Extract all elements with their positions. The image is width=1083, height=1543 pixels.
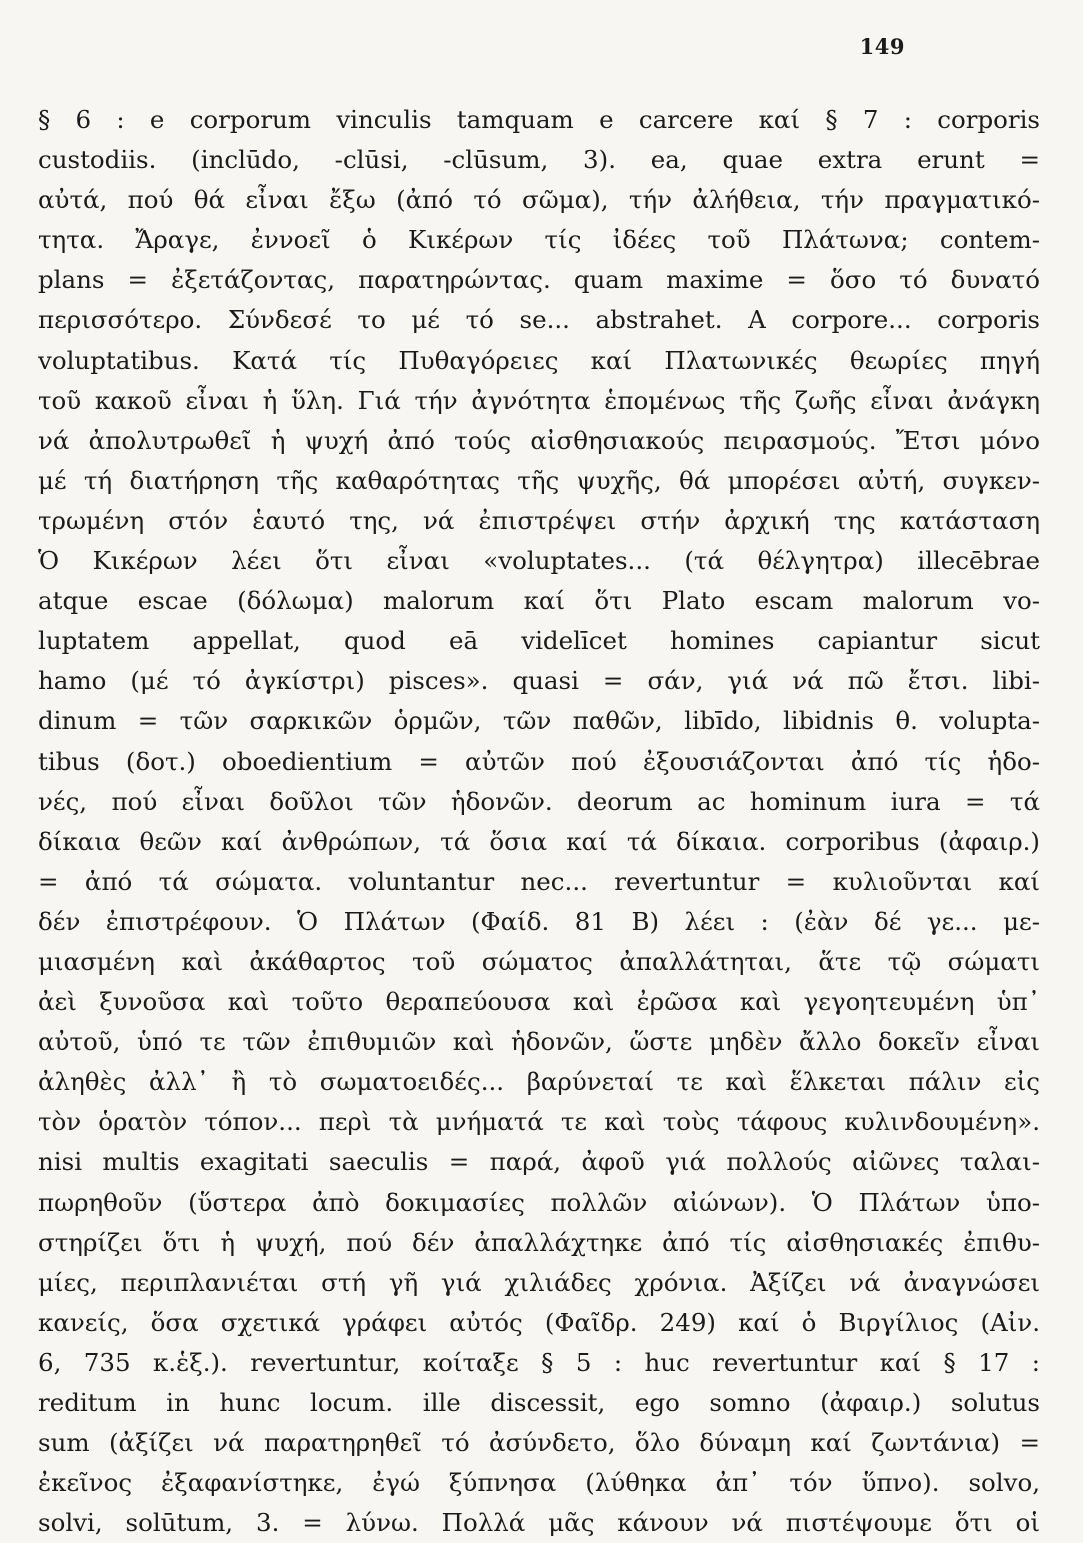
text-line: στηρίζει ὅτι ἡ ψυχή, πού δέν ἀπαλλάχτηκε ἀπό τίς αἰσθησιακές ἐπιθυ- [38, 1227, 1040, 1257]
text-line: δίκαια θεῶν καί ἀνθρώπων, τά ὅσια καί τά δίκαια. corporibus (ἀφαιρ.) [38, 826, 1040, 856]
text-line: reditum in hunc locum. ille discessit, ego somno (ἀφαιρ.) solutus [38, 1388, 1040, 1417]
text-line: ἀληθὲς ἀλλ᾽ ἢ τὸ σωματοειδές... βαρύνεταί τε καὶ ἕλκεται πάλιν εἰς [38, 1067, 1040, 1097]
text-line: τοῦ κακοῦ εἶναι ἡ ὕλη. Γιά τήν ἀγνότητα ἑπομένως τῆς ζωῆς εἶναι ἀνάγκη [38, 385, 1040, 415]
text-line: τὸν ὁρατὸν τόπον... περὶ τὰ μνήματά τε καὶ τοὺς τάφους κυλινδουμένη». [38, 1107, 1040, 1137]
text-line: nisi multis exagitati saeculis = παρά, ἀφοῦ γιά πολλούς αἰῶνες ταλαι- [38, 1147, 1040, 1177]
text-line: dinum = τῶν σαρκικῶν ὁρμῶν, τῶν παθῶν, libīdo, libidnis θ. volupta- [38, 706, 1040, 736]
text-line: solvi, solūtum, 3. = λύνω. Πολλά μᾶς κάνουν νά πιστέψουμε ὅτι οἱ [38, 1508, 1040, 1538]
text-line: μέ τή διατήρηση τῆς καθαρότητας τῆς ψυχῆς, θά μπορέσει αὐτή, συγκεν- [38, 465, 1040, 495]
text-line: plans = ἐξετάζοντας, παρατηρώντας. quam maxime = ὅσο τό δυνατό [38, 265, 1040, 295]
text-line: νές, πού εἶναι δοῦλοι τῶν ἡδονῶν. deorum ac hominum iura = τά [38, 786, 1040, 816]
text-line: custodiis. (inclūdo, -clūsi, -clūsum, 3). ea, quae extra erunt = [38, 145, 1040, 175]
text-line: τρωμένη στόν ἑαυτό της, νά ἐπιστρέψει στήν ἀρχική της κατάσταση [38, 505, 1040, 535]
text-line: περισσότερο. Σύνδεσέ το μέ τό se... abstrahet. A corpore... corporis [38, 305, 1040, 335]
text-line: sum (ἀξίζει νά παρατηρηθεῖ τό ἀσύνδετο, ὅλο δύναμη καί ζωντάνια) = [38, 1428, 1040, 1458]
text-line: Ὁ Κικέρων λέει ὅτι εἶναι «voluptates... (τά θέλγητρα) illecēbrae [38, 546, 1040, 576]
text-line: § 6 : e corporum vinculis tamquam e carcere καί § 7 : corporis [38, 105, 1040, 134]
text-line: hamo (μέ τό ἀγκίστρι) pisces». quasi = σάν, γιά νά πῶ ἔτσι. libi- [38, 666, 1040, 696]
text-line: 6, 735 κ.ἑξ.). revertuntur, κοίταξε § 5 : huc revertuntur καί § 17 : [38, 1347, 1040, 1377]
text-line: δέν ἐπιστρέφουν. Ὁ Πλάτων (Φαίδ. 81 Β) λέει : (ἐὰν δέ γε... με- [38, 906, 1040, 936]
page-number: 149 [859, 34, 905, 59]
text-line: κανείς, ὅσα σχετικά γράφει αὐτός (Φαῖδρ. 249) καί ὁ Βιργίλιος (Αἰν. [38, 1307, 1040, 1337]
text-line: ἐκεῖνος ἐξαφανίστηκε, ἐγώ ξύπνησα (λύθηκα ἀπ᾽ τόν ὕπνο). solvo, [38, 1468, 1040, 1498]
text-line: voluptatibus. Κατά τίς Πυθαγόρειες καί Πλατωνικές θεωρίες πηγή [38, 345, 1040, 375]
text-line: μίες, περιπλανιέται στή γῆ γιά χιλιάδες χρόνια. Ἀξίζει νά ἀναγνώσει [38, 1267, 1040, 1297]
text-line: νά ἀπολυτρωθεῖ ἡ ψυχή ἀπό τούς αἰσθησιακούς πειρασμούς. Ἔτσι μόνο [38, 425, 1040, 455]
text-line: μιασμένη καὶ ἀκάθαρτος τοῦ σώματος ἀπαλλάτηται, ἅτε τῷ σώματι [38, 946, 1040, 976]
text-line: αὐτά, πού θά εἶναι ἔξω (ἀπό τό σῶμα), τήν ἀλήθεια, τήν πραγματικό- [38, 185, 1040, 215]
commentary-text [38, 100, 1040, 1543]
text-line: = ἀπό τά σώματα. voluntantur nec... revertuntur = κυλιοῦνται καί [38, 866, 1040, 896]
text-line: πωρηθοῦν (ὕστερα ἀπὸ δοκιμασίες πολλῶν αἰώνων). Ὁ Πλάτων ὑπο- [38, 1187, 1040, 1217]
text-line: atque escae (δόλωμα) malorum καί ὅτι Plato escam malorum vo- [38, 586, 1040, 616]
text-line: τητα. Ἄραγε, ἐννοεῖ ὁ Κικέρων τίς ἰδέες τοῦ Πλάτωνα; contem- [38, 225, 1040, 255]
text-line: tibus (δοτ.) oboedientium = αὐτῶν πού ἐξουσιάζονται ἀπό τίς ἡδο- [38, 746, 1040, 776]
text-line: luptatem appellat, quod eā videlīcet homines capiantur sicut [38, 626, 1040, 656]
text-line: αὐτοῦ, ὑπό τε τῶν ἐπιθυμιῶν καὶ ἡδονῶν, ὥστε μηδὲν ἄλλο δοκεῖν εἶναι [38, 1027, 1040, 1057]
text-line: ἀεὶ ξυνοῦσα καὶ τοῦτο θεραπεύουσα καὶ ἐρῶσα καὶ γεγοητευμένη ὑπ᾽ [38, 987, 1040, 1017]
